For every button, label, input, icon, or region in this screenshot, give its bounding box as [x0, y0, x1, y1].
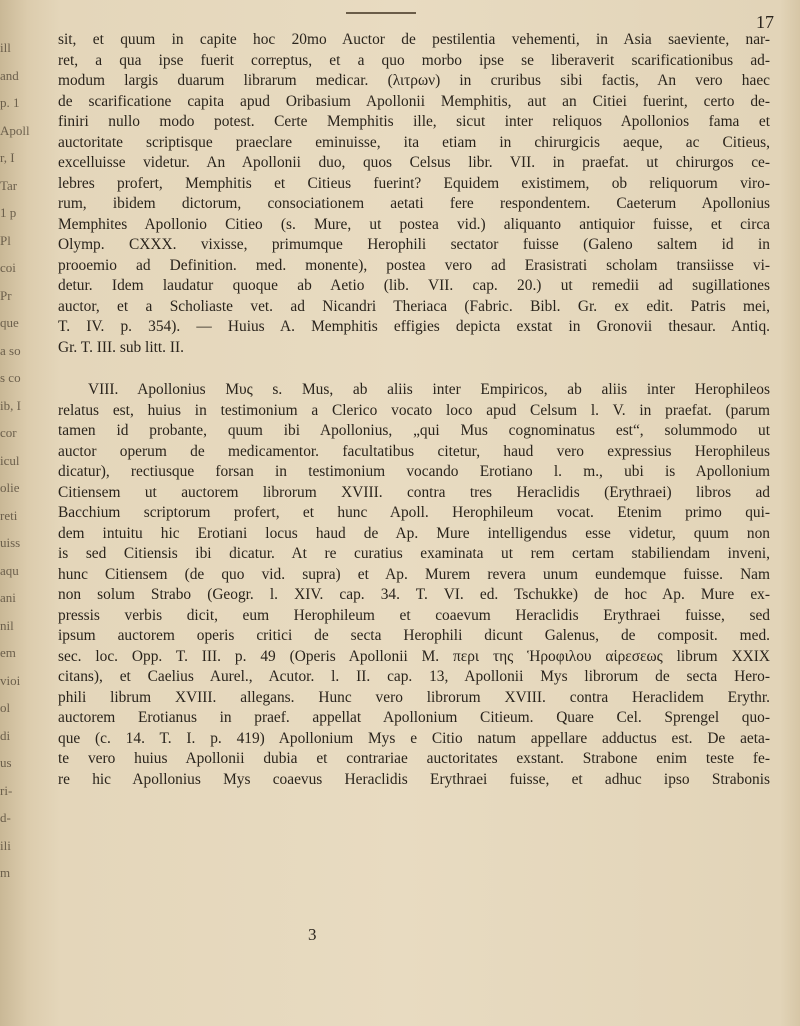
- margin-bleed-fragment: d-: [0, 810, 11, 825]
- margin-bleed-fragment: olie: [0, 480, 20, 495]
- text-line: is sed Citiensis ibi dicatur. At re curatius examinata ut rem certam stabiliendam inveni,: [58, 545, 770, 562]
- text-line: relatus est, huius in testimonium a Clerico vocato loco apud Celsum l. V. in praefat. (parum: [58, 401, 770, 419]
- text-line: auctoritate scriptisque praeclare eminuisse, ita etiam in chirurgicis aeque, ac Citieus,: [58, 133, 770, 151]
- margin-bleed-fragment: di: [0, 727, 11, 743]
- margin-bleed-fragment: ili: [0, 837, 11, 853]
- margin-bleed-fragment: ri-: [0, 782, 13, 798]
- margin-bleed-fragment: coi: [0, 260, 16, 275]
- margin-bleed-fragment: 1 p: [0, 205, 17, 220]
- header-ornament-rule: [346, 12, 416, 14]
- paragraph-2: [58, 380, 770, 790]
- margin-bleed-fragment: us: [0, 755, 12, 770]
- text-line: lebres profert, Memphitis et Citieus fuerint? Equidem existimem, ob reliquorum viro-: [58, 174, 770, 192]
- margin-bleed-fragment: aqu: [0, 562, 19, 578]
- text-line: T. IV. p. 354). — Huius A. Memphitis effigies depicta exstat in Gronovii thesaur. Antiq.: [58, 318, 770, 335]
- text-line: sec. loc. Opp. T. III. p. 49 (Operis Apollonii M. περι της Ἡροφιλου αἱρεσεως librum XXIX: [58, 647, 770, 665]
- text-line: dem intuitu hic Erotiani locus haud de Ap. Mure intelligendus esse videtur, quum non: [58, 524, 770, 542]
- text-line: que (c. 14. T. I. p. 419) Apollonium Mys e Citio natum appellare adductus est. De aeta-: [58, 729, 770, 747]
- text-line: prooemio ad Definition. med. monente), postea vero ad Erasistrati scholam transiisse vi-: [58, 256, 770, 274]
- margin-bleed-fragment: cor: [0, 425, 17, 440]
- text-line: pressis verbis dicit, eum Herophileum et coaevum Heraclidis Erythraei fuisse, sed: [58, 606, 770, 624]
- margin-bleed-fragment: uiss: [0, 535, 21, 550]
- margin-bleed-fragment: Pr: [0, 287, 12, 303]
- margin-bleed-fragment: Apoll: [0, 122, 30, 138]
- text-line: dicatur), rectiusque forsan in testimonium vocando Erotiano l. m., ubi is Apollonium: [58, 463, 770, 480]
- facing-page-margin-bleed: [0, 40, 40, 900]
- text-line: ipsum auctorem operis critici de secta Herophili dicunt Galenus, de composit. med.: [58, 627, 770, 644]
- text-line: excelluisse videtur. An Apollonii duo, quos Celsus libr. VII. in praefat. ut chirurgos ce-: [58, 154, 770, 171]
- margin-bleed-fragment: que: [0, 315, 19, 330]
- margin-bleed-fragment: ib, I: [0, 397, 21, 413]
- paragraph-1: [58, 30, 770, 358]
- text-line: detur. Idem laudatur quoque ab Aetio (lib. VII. cap. 20.) ut remedii ad sugillationes: [58, 277, 770, 294]
- text-line: sit, et quum in capite hoc 20mo Auctor de pestilentia vehementi, in Asia saeviente, nar-: [58, 31, 770, 48]
- text-line: hunc Citiensem (de quo vid. supra) et Ap. Murem revera unum eundemque fuisse. Nam: [58, 565, 770, 583]
- margin-bleed-fragment: ill: [0, 40, 11, 55]
- margin-bleed-fragment: ol: [0, 700, 11, 715]
- text-line: citans), et Caelius Aurel., Acutor. l. II. cap. 13, Apollonii Mys librorum de secta Hero-: [58, 668, 770, 685]
- text-line: VIII. Apollonius Μυς s. Mus, ab aliis inter Empiricos, ab aliis inter Herophileos: [88, 381, 770, 398]
- margin-bleed-fragment: icul: [0, 452, 20, 468]
- text-line: tamen id probante, quum ibi Apollonius, „qui Mus cognominatus est“, solummodo ut: [58, 422, 770, 439]
- text-line: non solum Strabo (Geogr. l. XIV. cap. 34. T. VI. ed. Tschukke) de hoc Ap. Mure ex-: [58, 586, 770, 603]
- text-line: Citiensem ut auctorem librorum XVIII. contra tres Heraclidis (Erythraei) libros ad: [58, 483, 770, 501]
- text-line: auctor, et a Scholiaste vet. ad Nicandri Theriaca (Fabric. Bibl. Gr. ex edit. Patris mei,: [58, 297, 770, 315]
- body-text: [58, 30, 770, 790]
- text-line: te vero huius Apollonii dubia et contrariae auctoritates exstant. Strabone enim teste fe-: [58, 750, 770, 767]
- text-line: ret, a qua ipse fuerit correptus, et a quo morbo ipse se liberaverit scarificationibus ad-: [58, 51, 770, 69]
- margin-bleed-fragment: s co: [0, 370, 21, 385]
- margin-bleed-fragment: r, I: [0, 150, 15, 165]
- text-line: finiri nullo modo potest. Certe Memphitis ille, sicut inter reliquos Apollonios fama et: [58, 113, 770, 130]
- text-line: modum largis duarum librarum medicar. (λιτρων) in cruribus sibi factis, An vero haec: [58, 72, 770, 89]
- margin-bleed-fragment: nil: [0, 617, 14, 633]
- text-line: Olymp. CXXX. vixisse, primumque Herophili sectator fuisse (Galeno saltem id in: [58, 236, 770, 253]
- text-line: re hic Apollonius Mys coaevus Heraclidis Erythraei fuisse, et adhuc ipso Strabonis: [58, 770, 770, 788]
- text-line: auctor operum de medicamentor. facultatibus citetur, haud vero expressius Herophileus: [58, 442, 770, 460]
- margin-bleed-fragment: m: [0, 865, 11, 880]
- text-line: Memphites Apollonio Citieo (s. Mure, ut postea vid.) aliquanto antiquior fuisse, et circa: [58, 215, 770, 233]
- margin-bleed-fragment: Pl: [0, 232, 11, 248]
- margin-bleed-fragment: and: [0, 67, 19, 83]
- text-line: phili librum XVIII. allegans. Hunc vero librorum XVIII. contra Heraclidem Erythr.: [58, 688, 770, 706]
- margin-bleed-fragment: ani: [0, 590, 16, 605]
- text-line: Gr. T. III. sub litt. II.: [58, 338, 184, 356]
- text-line: auctorem Erotianus in praef. appellat Apollonium Citieum. Quare Cel. Sprengel quo-: [58, 709, 770, 726]
- page-number: 17: [756, 12, 774, 32]
- text-line: rum, ibidem dictorum, consociationem aetati fere respondentem. Caeterum Apollonius: [58, 195, 770, 212]
- text-line: de scarificatione capita apud Oribasium Apollonii Memphitis, aut an Citiei fuerint, certo de-: [58, 92, 770, 110]
- margin-bleed-fragment: p. 1: [0, 95, 20, 110]
- margin-bleed-fragment: vioi: [0, 672, 21, 688]
- margin-bleed-fragment: reti: [0, 507, 18, 523]
- paragraph-gap: [58, 358, 770, 380]
- margin-bleed-fragment: em: [0, 645, 16, 660]
- text-line: Bacchium scriptorum profert, et hunc Apoll. Herophileum vocat. Etenim primo qui-: [58, 504, 770, 521]
- margin-bleed-fragment: a so: [0, 342, 21, 358]
- signature-mark: 3: [308, 925, 317, 944]
- margin-bleed-fragment: Tar: [0, 177, 18, 193]
